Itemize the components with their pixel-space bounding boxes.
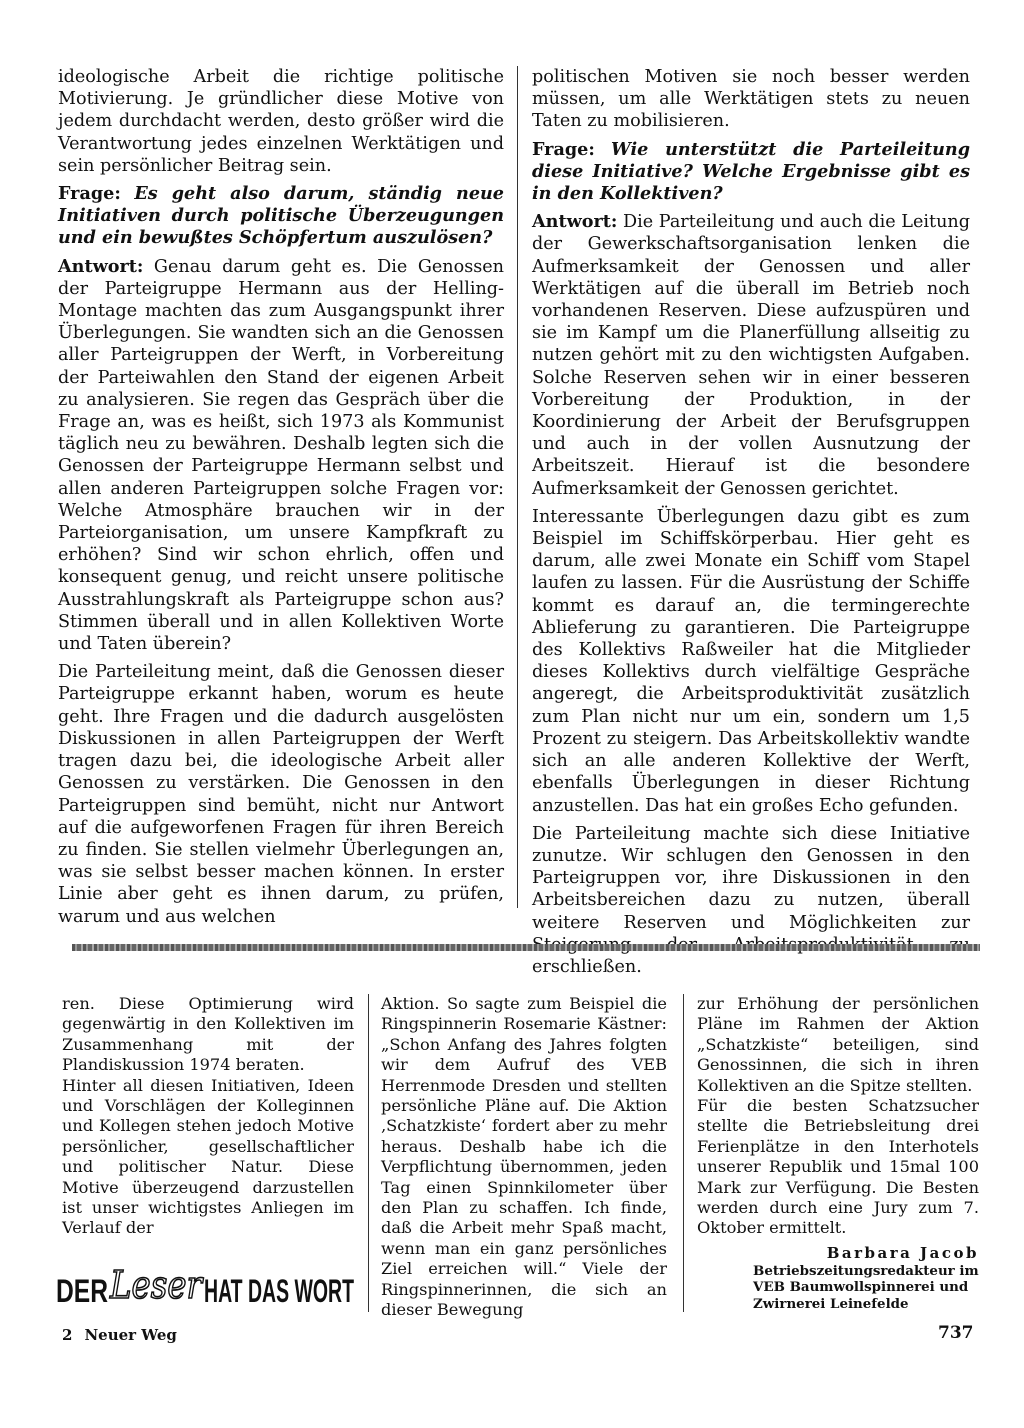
letter-column-2 [381, 994, 667, 1321]
right-paragraph-3: Die Parteileitung machte sich diese Initiative zunutze. Wir schlugen den Genossen in den Parteigruppen vor, ihre Diskussionen in den Arbeitsbereichen dazu zu nutzen, überall weitere Reserven und Möglichkeiten zur erschließen. [532, 823, 970, 977]
right-paragraph-1: politischen Motiven sie noch besser werden müssen, um alle Werktätigen stets zu neuen Taten zu mobilisieren. [532, 67, 970, 132]
letter-col1-paragraph-1: ren. Diese Optimierung wird gegenwärtig in den Kollektiven im Zusammenhang mit der Plandiskussion 1974 beraten. [62, 994, 354, 1075]
author-signature [697, 1243, 979, 1313]
page-number: 737 [938, 1323, 974, 1343]
logo-word-leser: Leser [109, 1263, 205, 1307]
question-1 [58, 183, 504, 250]
answer-2-text: Die Parteileitung und auch die Leitung der Gewerkschaftsorganisation lenken die Aufmerksamkeit der Genossen und aller Werktätigen auf die überall im Betrieb noch vorhandenen Reserven. Diese aufzuspüren und sie im Kampf um die Planerfüllung allseitig zu nutzen gehört mit zu den wichtigsten Aufgaben. Solche Reserven sehen wir in einer besseren Vorbereitung der Produktion, in der Koordinierung der Arbeit der Berufsgruppen und auch in der vollen Ausnutzung der Arbeitszeit. Hierauf ist die besondere Aufmerksamkeit der Genossen gerichtet. [532, 212, 970, 499]
question-1-label: Frage: [58, 183, 121, 205]
author-role: Betriebszeitungsredakteur im VEB Baumwollspinnerei und Zwirnerei Leinefelde [753, 1262, 979, 1312]
answer-1-text: Genau darum geht es. Die Genossen der Parteigruppe Hermann aus der Helling-Montage machten das zum Ausgangspunkt ihrer Überlegungen. Sie wandten sich an die Genossen aller Parteigruppen der Werft, in Vorbereitung der Parteiwahlen den Stand der eigenen Arbeit zu analysieren. Sie regen das Gespräch über die Frage an, was es heißt, sich 1973 als Kommunist täglich neu zu bewähren. Deshalb legten sich die Genossen der Parteigruppe Hermann selbst und allen anderen Parteigruppen solche Fragen vor: Welche Atmosphäre brauchen wir in der Parteiorganisation, um unsere Kampfkraft zu erhöhen? Sind wir schon ehrlich, offen und konsequent genug, und reicht unsere politische Ausstrahlungskraft als Parteigruppe schon aus? Stimmen überall und in allen Kollektiven Worte und Taten überein? [58, 256, 505, 655]
column-divider [517, 66, 518, 908]
right-paragraph-2: Interessante Überlegungen dazu gibt es zum Beispiel im Schiffskörperbau. Hier geht es darum, alle zwei Monate ein Schiff vom Stapel laufen zu lassen. Für die Ausrüstung der Schiffe kommt es darauf an, die termingerechte Ablieferung zu garantieren. Die Parteigruppe des Kollektivs Raßweiler hat die Mitglieder dieses Kollektivs durch vielfältige Gespräche angeregt, die Arbeitsproduktivität zusätzlich zum Plan nicht nur um ein, sondern um 1,5 Prozent zu steigern. Das Arbeitskollektiv wandte sich an alle anderen Kollektive der Werft, ebenfalls Überlegungen in dieser Richtung anzustellen. Das hat ein großes Echo gefunden. [532, 506, 970, 816]
article-right-column [532, 66, 970, 984]
answer-2-label: Antwort: [532, 211, 618, 233]
question-2 [532, 139, 970, 206]
der-leser-hat-das-wort-logo [56, 1262, 356, 1308]
question-2-text: Wie unterstützt die Parteileitung diese Initiative? Welche Ergebnisse gibt es in den Kollektiven? [532, 138, 970, 205]
answer-2 [532, 211, 970, 500]
answer-1-label: Antwort: [58, 255, 144, 277]
answer-1 [58, 256, 504, 656]
left-paragraph-1: ideologische Arbeit die richtige politische Motivierung. Je gründlicher diese Motive von jedem durchdacht werden, desto größer wird die Verantwortung jedes einzelnen Werktätigen und sein persönlicher Beitrag sein. [58, 67, 504, 176]
letter-column-1 [62, 994, 354, 1239]
author-name: Barbara Jacob [826, 1243, 979, 1262]
left-paragraph-2: Die Parteileitung meint, daß die Genossen dieser Parteigruppe erkannt haben, worum es heute geht. Ihre Fragen und die dadurch ausgelösten Diskussionen in allen Parteigruppen der Werft tragen dazu bei, die ideologische Arbeit aller Genossen zu verstärken. Die Genossen in den Parteigruppen sind bemüht, nicht nur Antwort auf die aufgeworfenen Fragen für ihren Bereich zu finden. Sie stellen vielmehr Überlegungen an, was sie selbst besser machen können. In erster Linie aber geht es ihnen darum, zu prüfen, warum und aus welchen [58, 662, 504, 927]
letter-col1-paragraph-2: Hinter all diesen Initiativen, Ideen und Vorschlägen der Kolleginnen und Kollegen stehen jedoch Motive persönlicher, gesellschaftlicher und politischer Natur. Diese Motive überzeugend darzustellen ist unser wichtigstes Anliegen im Verlauf der [62, 1075, 354, 1238]
section-separator-rule [72, 944, 980, 951]
article-left-column [58, 66, 504, 934]
letter-col3-paragraph-1: zur Erhöhung der persönlichen Pläne im Rahmen der Aktion „Schatzkiste“ beteiligen, sind Genossinnen, die sich in ihren Kollektiven an die Spitze stellten. [697, 994, 979, 1095]
question-2-label: Frage: [532, 138, 595, 160]
letter-col3-paragraph-2: Für die besten Schatzsucher stellte die Betriebsleitung drei Ferienplätze in den Interhotels unserer Republik und 15mal 100 Mark zur Verfügung. Die Besten werden durch eine Jury zum 7. Oktober ermittelt. [697, 1096, 979, 1238]
footer-publication [62, 1326, 177, 1344]
letter-column-divider-1 [368, 994, 369, 1312]
question-1-text: Es geht also darum, ständig neue Initiativen durch politische Überzeugungen und ein bewußtes Schöpfertum auszulösen? [58, 183, 504, 249]
letter-col2-paragraph-1: Aktion. So sagte zum Beispiel die Ringspinnerin Rosemarie Kästner: „Schon Anfang des Jahres folgten wir dem Aufruf des VEB Herrenmode Dresden und stellten persönliche Pläne auf. Die Aktion ‚Schatzkiste‘ fordert aber zu mehr heraus. Deshalb habe ich die Verpflichtung übernommen, jeden Tag einen Spinnkilometer über den Plan zu schaffen. Ich finde, daß die Arbeit mehr Spaß macht, wenn man ein ganz persönliches Ziel erreichen will.“ Viele der Ringspinnerinnen, die sich an dieser Bewegung [381, 994, 667, 1320]
issue-number: 2 [62, 1326, 73, 1344]
letter-column-divider-2 [683, 994, 684, 1312]
logo-word-hat-das-wort: HAT DAS WORT [204, 1273, 355, 1309]
logo-word-der: DER [56, 1273, 108, 1309]
letter-column-3 [697, 994, 979, 1312]
publication-name: Neuer Weg [84, 1326, 177, 1344]
